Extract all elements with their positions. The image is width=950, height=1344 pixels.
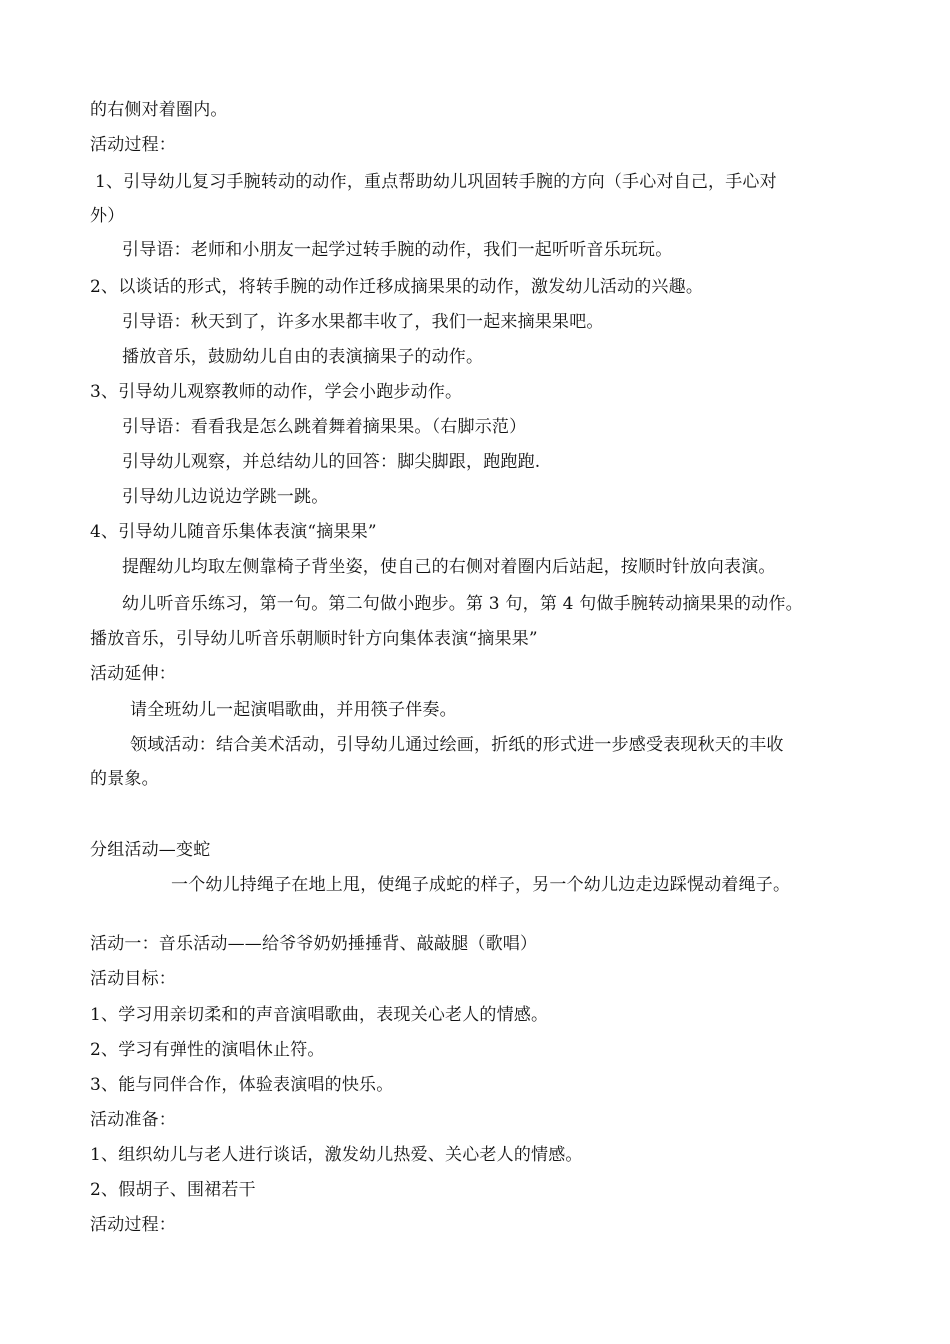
list-item: 3、能与同伴合作，体验表演唱的快乐。 [90,1075,394,1095]
section-heading: 活动一：音乐活动——给爷爷奶奶捶捶背、敲敲腿（歌唱） [90,934,538,954]
text-line: 的右侧对着圈内。 [90,100,228,120]
text-line: 引导语：老师和小朋友一起学过转手腕的动作，我们一起听听音乐玩玩。 [122,240,673,260]
text-line: 提醒幼儿均取左侧靠椅子背坐姿，使自己的右侧对着圈内后站起，按顺时针放向表演。 [122,557,776,577]
text-line: 引导幼儿边说边学跳一跳。 [122,487,329,507]
section-heading: 活动过程： [90,135,176,155]
section-heading: 活动准备： [90,1110,176,1130]
text-line: 引导语：看看我是怎么跳着舞着摘果果。（右脚示范） [122,417,527,437]
text-line: 幼儿听音乐练习，第一句。第二句做小跑步。第 3 句，第 4 句做手腕转动摘果果的动作。 [122,594,803,614]
list-item: 4、引导幼儿随音乐集体表演“摘果果” [90,522,377,542]
list-item: 1、学习用亲切柔和的声音演唱歌曲，表现关心老人的情感。 [90,1005,549,1025]
list-item: 1、组织幼儿与老人进行谈话，激发幼儿热爱、关心老人的情感。 [90,1145,583,1165]
list-item: 2、以谈话的形式，将转手腕的动作迁移成摘果果的动作，激发幼儿活动的兴趣。 [90,277,704,297]
list-item: 3、引导幼儿观察教师的动作，学会小跑步动作。 [90,382,463,402]
section-heading: 活动目标： [90,969,176,989]
list-item: 2、学习有弹性的演唱休止符。 [90,1040,325,1060]
text-line: 播放音乐，鼓励幼儿自由的表演摘果子的动作。 [122,347,484,367]
text-line: 外） [90,206,125,226]
text-line: 请全班幼儿一起演唱歌曲，并用筷子伴奏。 [130,700,457,720]
section-heading: 分组活动—变蛇 [90,840,211,860]
text-line: 一个幼儿持绳子在地上甩，使绳子成蛇的样子，另一个幼儿边走边踩愰动着绳子。 [171,875,791,895]
text-line: 引导幼儿观察，并总结幼儿的回答：脚尖脚跟，跑跑跑. [122,452,541,472]
text-line: 领域活动：结合美术活动，引导幼儿通过绘画，折纸的形式进一步感受表现秋天的丰收 [130,735,784,755]
text-line: 的景象。 [90,769,159,789]
list-item: 2、假胡子、围裙若干 [90,1180,256,1200]
list-item: 1、引导幼儿复习手腕转动的动作，重点帮助幼儿巩固转手腕的方向（手心对自己，手心对 [95,172,777,192]
section-heading: 活动过程： [90,1215,176,1235]
section-heading: 活动延伸： [90,664,176,684]
text-line: 引导语：秋天到了，许多水果都丰收了，我们一起来摘果果吧。 [122,312,604,332]
text-line: 播放音乐，引导幼儿听音乐朝顺时针方向集体表演“摘果果” [90,629,538,649]
